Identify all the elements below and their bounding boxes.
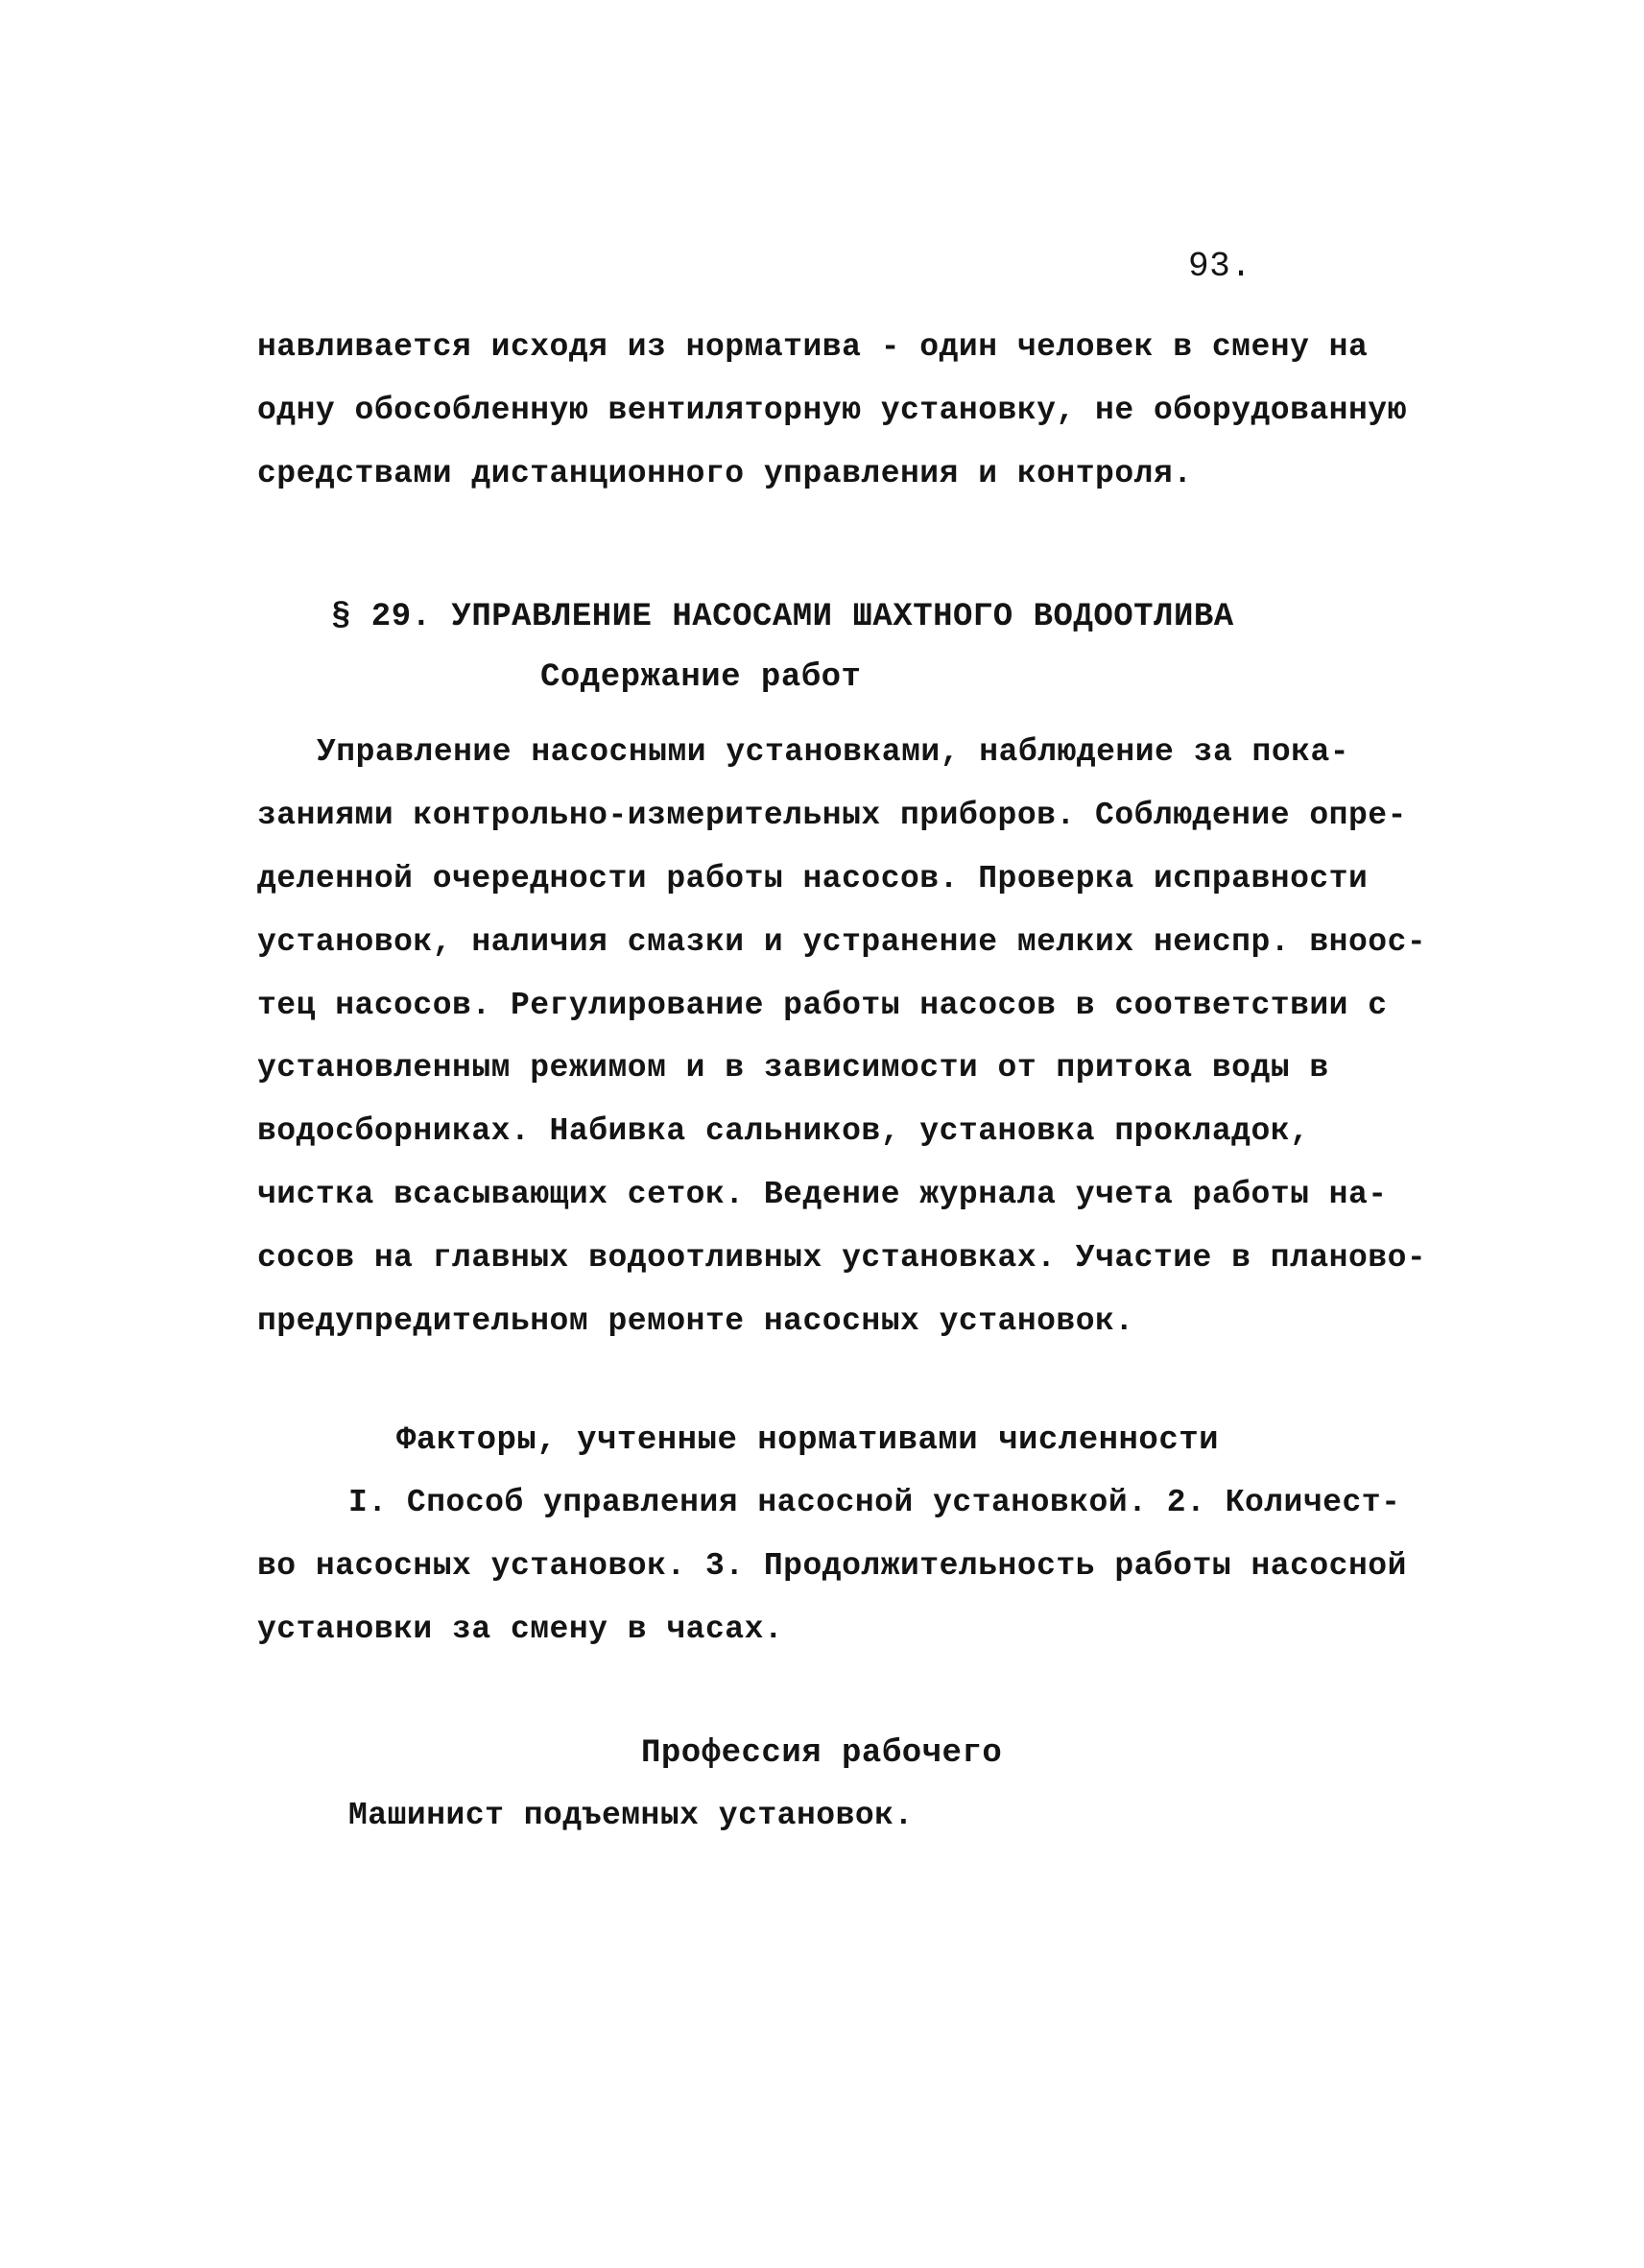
text-line: установок, наличия смазки и устранение мелких неиспр. вноос- [257, 924, 1427, 960]
text-line: I. Способ управления насосной установкой. 2. Количест- [348, 1485, 1401, 1520]
text-line: чистка всасывающих сеток. Ведение журнала учета работы на- [257, 1177, 1388, 1212]
text-line: одну обособленную вентиляторную установку, не оборудованную [257, 393, 1407, 428]
text-line: Управление насосными установками, наблюдение за пока- [317, 734, 1350, 770]
profession-value: Машинист подъемных установок. [348, 1798, 914, 1833]
section-title: § 29. УПРАВЛЕНИЕ НАСОСАМИ ШАХТНОГО ВОДООТЛИВА [331, 599, 1234, 635]
profession-heading: Профессия рабочего [641, 1735, 1003, 1772]
text-line: водосборниках. Набивка сальников, установка прокладок, [257, 1113, 1310, 1149]
text-line: предупредительном ремонте насосных установок. [257, 1303, 1134, 1339]
text-line: деленной очередности работы насосов. Проверка исправности [257, 861, 1369, 896]
text-line: тец насосов. Регулирование работы насосов в соответствии с [257, 988, 1388, 1023]
text-line: средствами дистанционного управления и контроля. [257, 456, 1193, 491]
text-line: навливается исходя из норматива - один человек в смену на [257, 329, 1369, 365]
text-line: заниями контрольно-измерительных приборов. Соблюдение опре- [257, 798, 1407, 833]
text-line: установленным режимом и в зависимости от притока воды в [257, 1050, 1329, 1086]
text-line: сосов на главных водоотливных установках. Участие в планово- [257, 1240, 1427, 1276]
factors-heading: Факторы, учтенные нормативами численности [396, 1422, 1220, 1459]
page-number: 93. [1188, 247, 1252, 286]
text-line: установки за смену в часах. [257, 1611, 784, 1647]
text-line: во насосных установок. 3. Продолжительность работы насосной [257, 1548, 1407, 1584]
section-subtitle: Содержание работ [540, 659, 862, 696]
